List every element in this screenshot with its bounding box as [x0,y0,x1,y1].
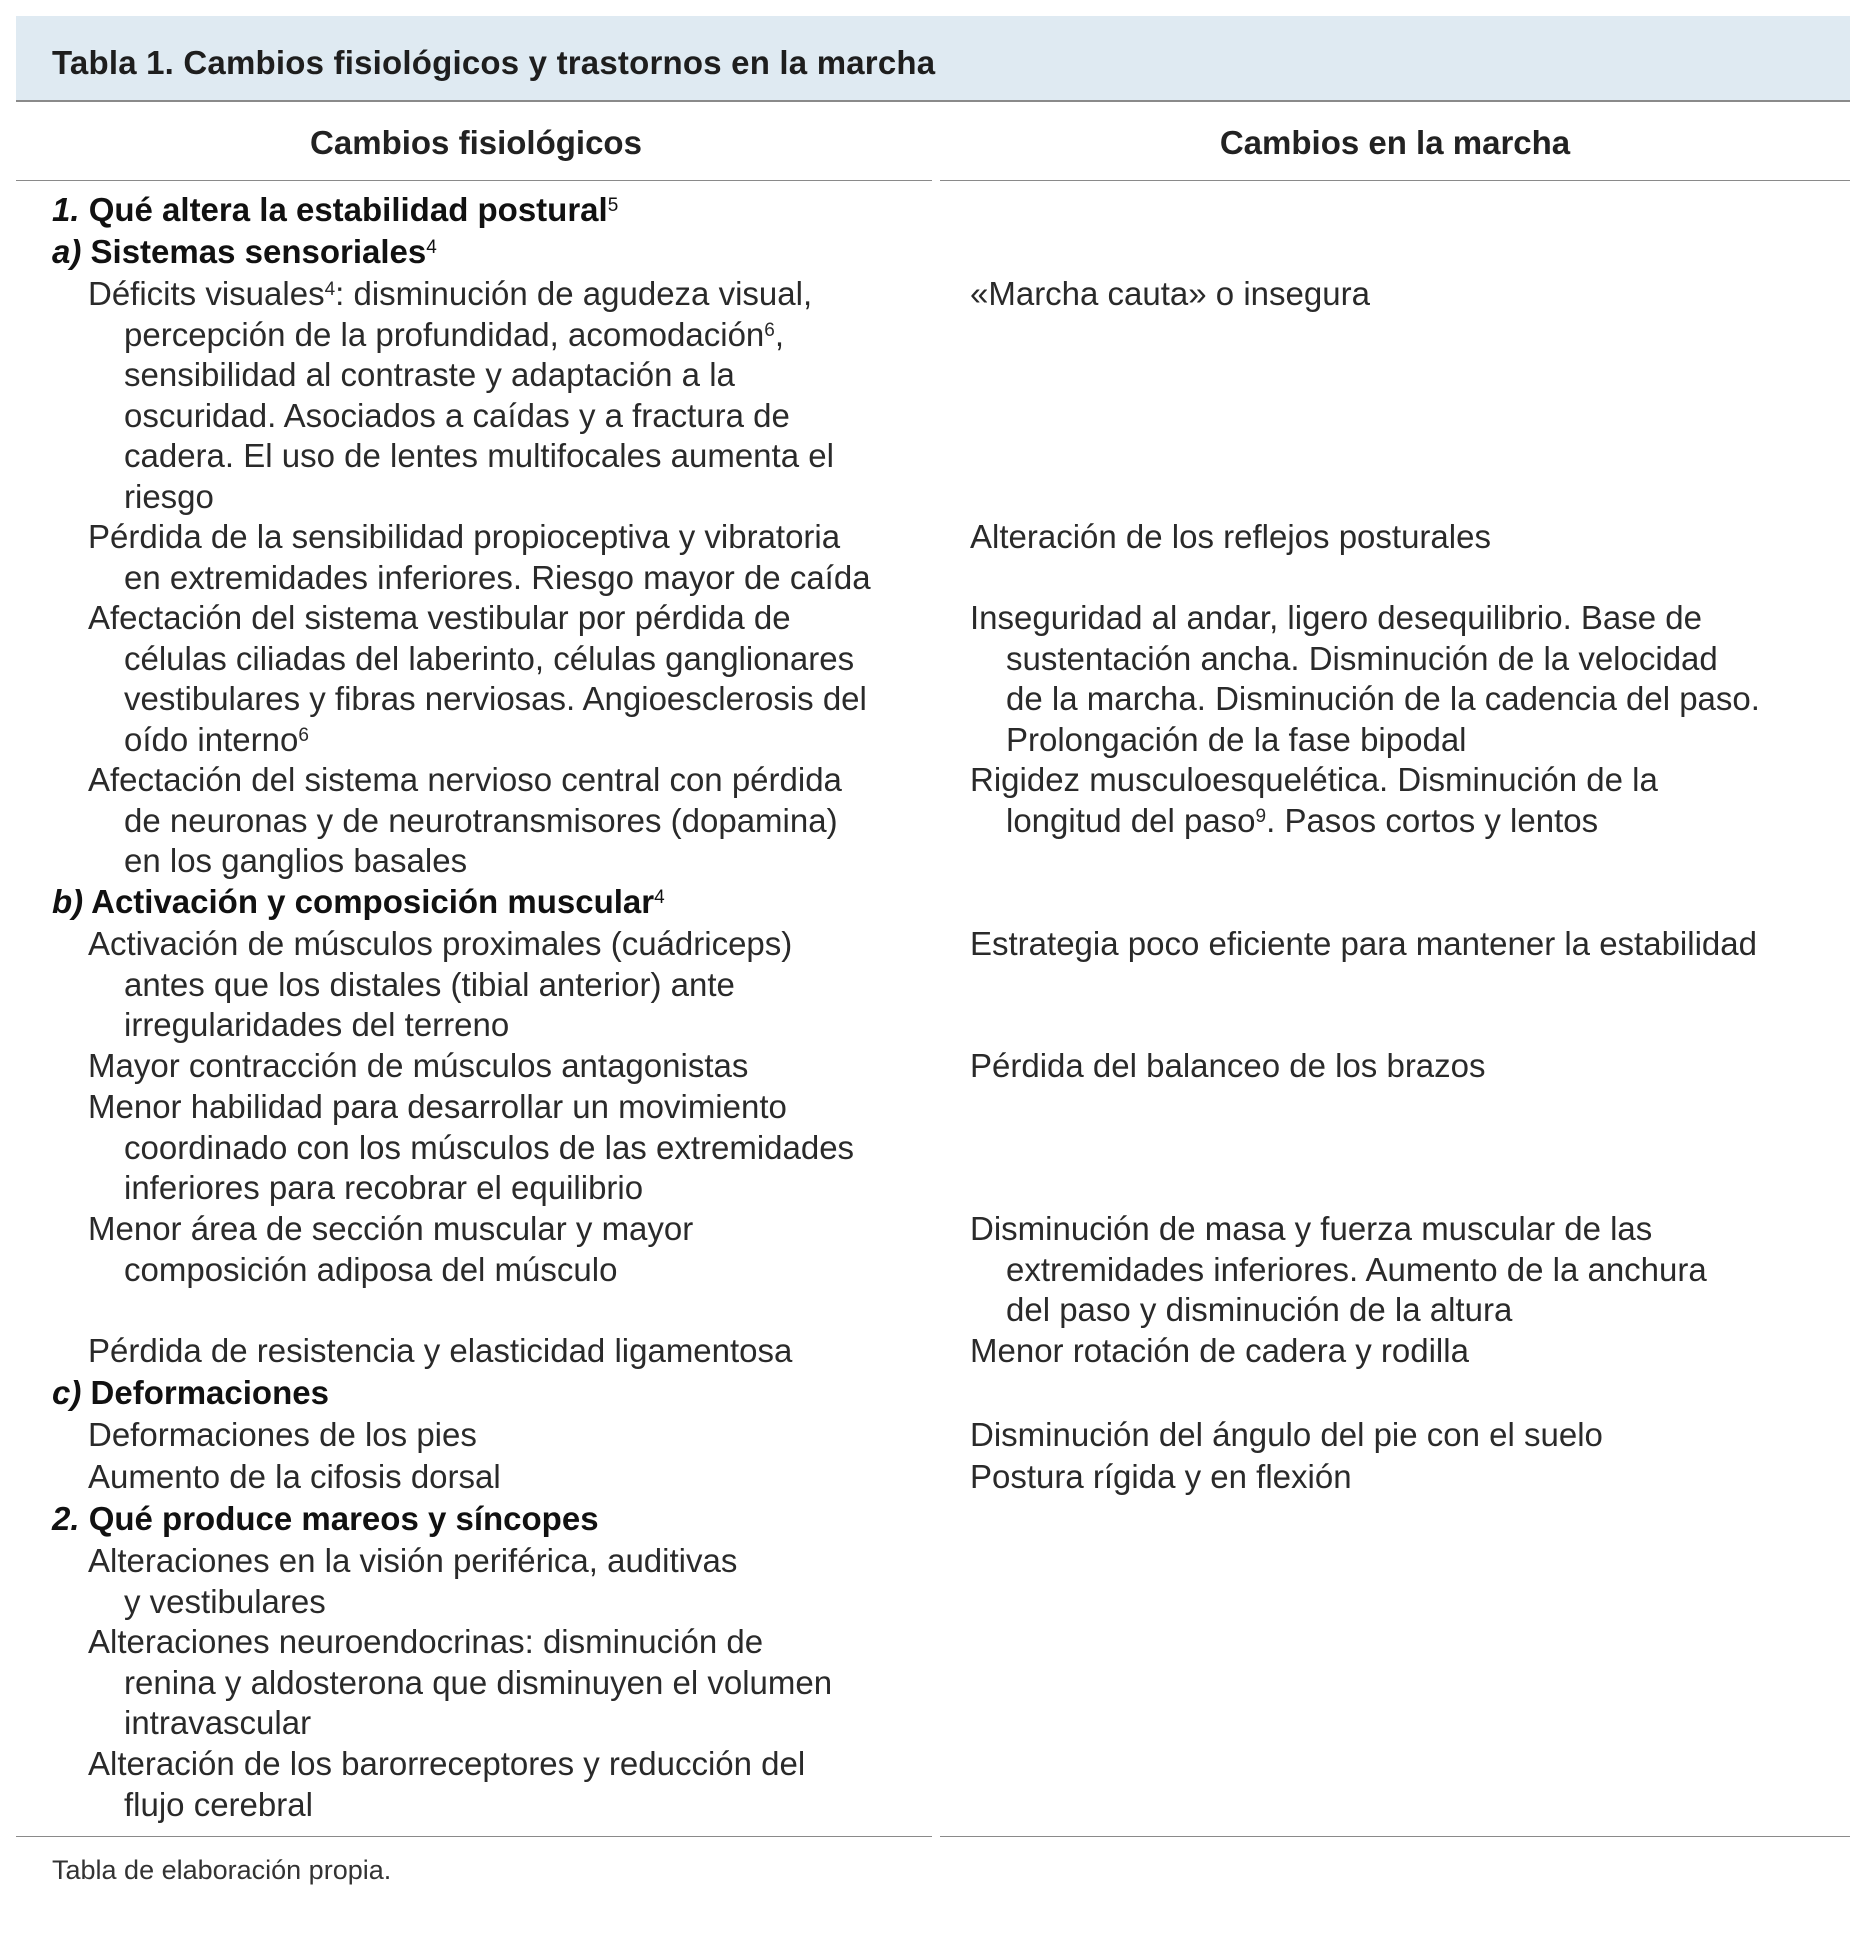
cell-line [88,315,834,356]
cell-line [970,924,1757,965]
section-number: b) [52,883,84,920]
cell-text: Postura rígida y en flexión [970,1458,1352,1495]
cell-line [88,1046,748,1087]
cell-text-continued: : disminución de agudeza visual, [335,275,813,312]
table-cell-physiological [88,274,834,517]
cell-line [88,274,834,315]
table-cell-physiological [88,924,792,1046]
cell-text: Disminución de masa y fuerza muscular de las [970,1210,1653,1247]
table-cell-physiological [88,1209,693,1290]
cell-text: Prolongación de la fase bipodal [1006,720,1467,758]
cell-text: oído interno [124,720,299,758]
cell-line [88,1415,477,1456]
cell-line [970,760,1658,801]
table-cell-gait [970,598,1760,760]
cell-line [88,1622,832,1663]
cell-line [88,760,842,801]
cell-line [88,1331,792,1372]
cell-line [970,1290,1707,1331]
cell-line [88,477,834,518]
table-cell-gait [970,1415,1603,1456]
section-number: c) [52,1374,82,1411]
cell-line [88,1541,737,1582]
cell-line [970,639,1760,680]
cell-text: Alteración de los reflejos posturales [970,518,1491,555]
cell-line [970,679,1760,720]
cell-line [88,924,792,965]
cell-line [88,436,834,477]
cell-text: flujo cerebral [124,1785,313,1823]
reference-superscript: 4 [324,279,336,300]
cell-text: Aumento de la cifosis dorsal [88,1458,501,1495]
cell-text: en los ganglios basales [124,842,468,879]
table-cell-physiological [88,1415,477,1456]
table-cell-physiological [88,1622,832,1744]
cell-line [970,517,1491,558]
section-label: Qué altera la estabilidad postural [88,191,608,228]
section-number: 1. [52,191,80,228]
cell-line [88,679,867,720]
cell-line [970,720,1760,761]
cell-text: de la marcha. Disminución de la cadencia del paso. [1006,680,1760,717]
cell-text: longitud del paso [1006,801,1256,839]
cell-line [970,801,1658,842]
cell-line [88,355,834,396]
reference-superscript: 9 [1255,805,1267,827]
cell-text: Afectación del sistema nervioso central con pérdida [88,761,842,798]
cell-text: células ciliadas del laberinto, células ganglionares [124,639,855,677]
cell-text: y vestibulares [124,1582,326,1620]
footer-divider-left [16,1836,932,1837]
table-cell-physiological [88,760,842,882]
cell-line [88,1168,854,1209]
cell-line [88,598,867,639]
cell-line [970,1331,1469,1372]
table-cell-physiological [88,517,871,598]
reference-superscript: 6 [298,724,309,746]
cell-text-continued: . Pasos cortos y lentos [1266,801,1599,839]
cell-text: Disminución del ángulo del pie con el suelo [970,1416,1603,1453]
cell-text: inferiores para recobrar el equilibrio [124,1169,644,1206]
cell-text: vestibulares y fibras nerviosas. Angioesclerosis del [124,680,867,717]
cell-line [88,841,842,882]
cell-line [88,965,792,1006]
cell-text: percepción de la profundidad, acomodación [124,315,765,353]
table-title: Tabla 1. Cambios fisiológicos y trastornos en la marcha [52,44,936,81]
cell-text: extremidades inferiores. Aumento de la anchura [1006,1250,1707,1288]
cell-text: Alteraciones neuroendocrinas: disminución de [88,1623,764,1660]
table-cell-gait [970,1457,1352,1498]
cell-text: Menor habilidad para desarrollar un movimiento [88,1088,787,1125]
cell-line [88,801,842,842]
cell-text: Pérdida del balanceo de los brazos [970,1047,1486,1084]
section-heading [52,882,665,923]
cell-text: Pérdida de resistencia y elasticidad ligamentosa [88,1332,793,1369]
cell-text: Alteración de los barorreceptores y reducción del [88,1745,806,1782]
table-cell-physiological [88,1087,854,1209]
cell-line [88,1250,693,1291]
cell-line [88,1209,693,1250]
section-label: Activación y composición muscular [91,883,655,920]
header-divider-right [940,180,1850,181]
cell-text: cadera. El uso de lentes multifocales aumenta el [124,437,834,474]
cell-text: oscuridad. Asociados a caídas y a fractura de [124,396,790,434]
cell-line [970,598,1760,639]
cell-line [970,274,1370,315]
cell-text: del paso y disminución de la altura [1006,1291,1513,1328]
table-cell-physiological [88,1046,748,1087]
cell-text: Pérdida de la sensibilidad propioceptiva y vibratoria [88,518,841,555]
cell-text: Déficits visuales [88,275,325,312]
cell-line [88,1703,832,1744]
cell-line [88,720,867,761]
reference-superscript: 4 [426,237,437,258]
table-cell-physiological [88,598,867,760]
cell-line [88,1457,501,1498]
table-cell-gait [970,517,1491,558]
cell-line [88,558,871,599]
cell-text: Activación de músculos proximales (cuádriceps) [88,925,793,962]
column-header-physiological: Cambios fisiológicos [310,124,642,161]
cell-text-continued: , [774,315,785,353]
reference-superscript: 5 [607,195,619,216]
table-cell-gait [970,1331,1469,1372]
cell-text: irregularidades del terreno [124,1006,510,1043]
cell-text: Afectación del sistema vestibular por pérdida de [88,599,791,636]
table-cell-physiological [88,1457,501,1498]
column-header-gait: Cambios en la marcha [1219,124,1571,161]
cell-text: en extremidades inferiores. Riesgo mayor de caída [124,558,871,596]
section-heading [52,1499,599,1540]
cell-text: Alteraciones en la visión periférica, auditivas [88,1542,738,1579]
footer-divider-right [940,1836,1850,1837]
section-number: 2. [52,1500,80,1537]
cell-line [970,1209,1707,1250]
cell-text: de neuronas y de neurotransmisores (dopamina) [124,801,838,839]
section-heading [52,232,437,273]
cell-text: coordinado con los músculos de las extremidades [124,1128,855,1166]
table-footnote: Tabla de elaboración propia. [52,1855,392,1885]
cell-text: Inseguridad al andar, ligero desequilibrio. Base de [970,599,1702,636]
cell-text: Menor área de sección muscular y mayor [88,1210,694,1247]
cell-line [970,1250,1707,1291]
table-cell-gait [970,274,1370,315]
cell-line [970,1457,1352,1498]
header-divider-left [16,180,932,181]
cell-line [88,1005,792,1046]
cell-text: Menor rotación de cadera y rodilla [970,1332,1469,1369]
section-label: Deformaciones [90,1374,329,1411]
cell-line [970,1415,1603,1456]
section-heading [52,190,618,231]
section-label: Sistemas sensoriales [90,233,427,270]
reference-superscript: 6 [764,319,775,341]
cell-line [88,1087,854,1128]
table-cell-gait [970,1046,1486,1087]
cell-text: «Marcha cauta» o insegura [970,275,1370,312]
cell-text: antes que los distales (tibial anterior) ante [124,965,735,1003]
table-title-bar [16,16,1850,102]
reference-superscript: 4 [654,887,665,908]
cell-line [88,1663,832,1704]
cell-text: intravascular [124,1704,312,1741]
cell-text: sustentación ancha. Disminución de la velocidad [1006,639,1718,677]
cell-line [88,396,834,437]
cell-text: Mayor contracción de músculos antagonistas [88,1047,749,1084]
table-cell-gait [970,924,1757,965]
table-cell-gait [970,1209,1707,1331]
cell-line [88,1582,737,1623]
cell-line [88,1128,854,1169]
cell-text: sensibilidad al contraste y adaptación a la [124,356,735,393]
cell-line [88,639,867,680]
cell-text: composición adiposa del músculo [124,1250,618,1288]
section-heading [52,1373,329,1414]
cell-text: renina y aldosterona que disminuyen el volumen [124,1663,833,1701]
cell-text: Estrategia poco eficiente para mantener la estabilidad [970,925,1757,962]
cell-line [88,1785,805,1826]
cell-text: riesgo [124,477,214,515]
table-cell-physiological [88,1541,737,1622]
table-cell-gait [970,760,1658,841]
cell-line [970,1046,1486,1087]
section-label: Qué produce mareos y síncopes [88,1500,599,1537]
table-cell-physiological [88,1744,805,1825]
section-number: a) [52,233,82,270]
cell-text: Rigidez musculoesquelética. Disminución de la [970,761,1658,798]
table-cell-physiological [88,1331,792,1372]
cell-line [88,1744,805,1785]
cell-line [88,517,871,558]
cell-text: Deformaciones de los pies [88,1416,477,1453]
